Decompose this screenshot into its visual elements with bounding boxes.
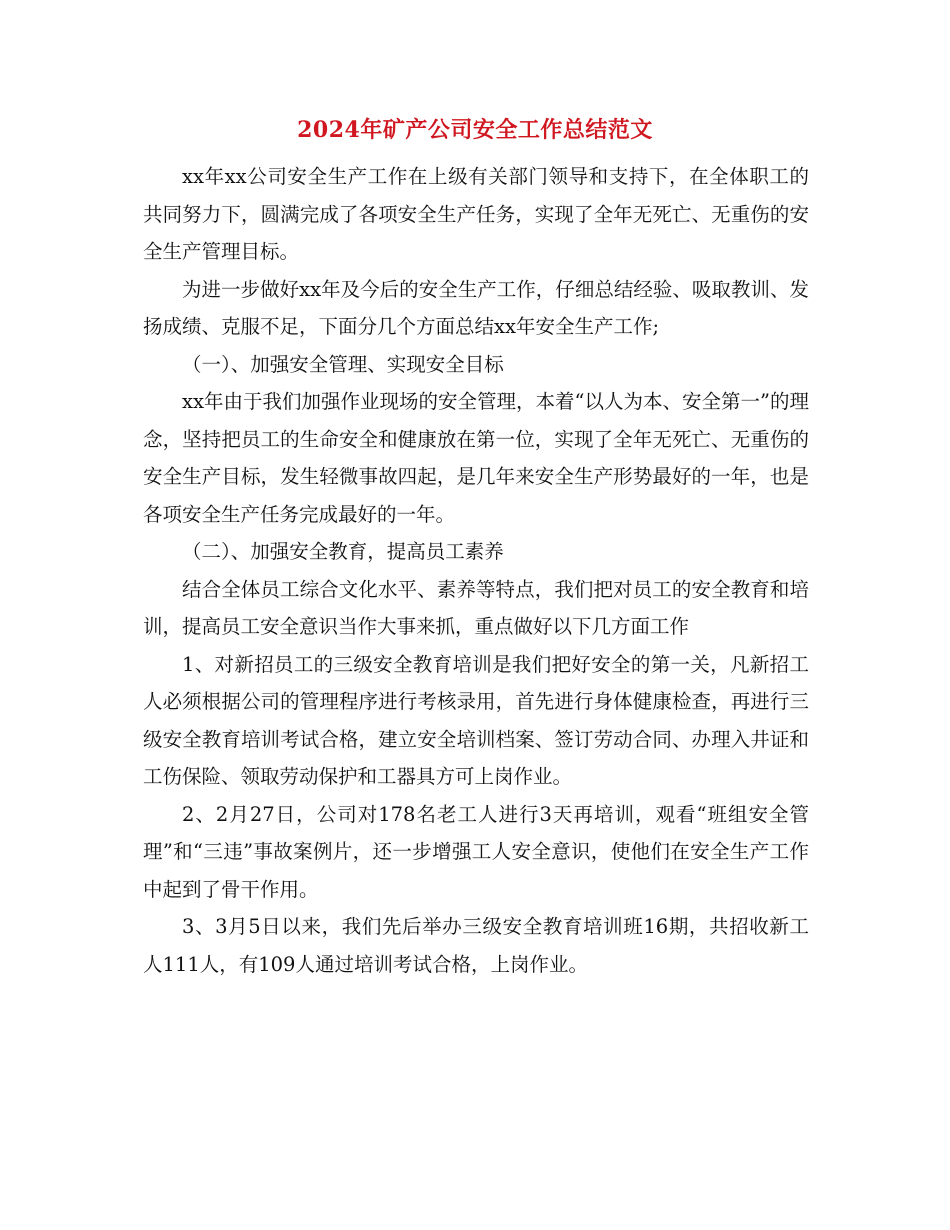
list-item-3: 3、3月5日以来，我们先后举办三级安全教育培训班16期，共招收新工人111人，有109人通过培训考试合格，上岗作业。 — [143, 915, 809, 976]
list-item-2: 2、2月27日，公司对178名老工人进行3天再培训，观看“班组安全管理”和“三违”事故案例片，还一步增强工人安全意识，使他们在安全生产工作中起到了骨干作用。 — [143, 802, 809, 901]
paragraph-intro: xx年xx公司安全生产工作在上级有关部门领导和支持下，在全体职工的共同努力下，圆满完成了各项安全生产任务，实现了全年无死亡、无重伤的安全生产管理目标。 — [143, 165, 809, 263]
list-item-1: 1、对新招员工的三级安全教育培训是我们把好安全的第一关，凡新招工人必须根据公司的管理程序进行考核录用，首先进行身体健康检查，再进行三级安全教育培训考试合格，建立安全培训档案、签订劳动合同、办理入井证和工伤保险、领取劳动保护和工器具方可上岗作业。 — [143, 652, 809, 788]
paragraph-purpose: 为进一步做好xx年及今后的安全生产工作，仔细总结经验、吸取教训、发扬成绩、克服不足，下面分几个方面总结xx年安全生产工作; — [143, 277, 809, 338]
document-title: 2024年矿产公司安全工作总结范文 — [297, 117, 653, 143]
section-heading-2: （二）、加强安全教育，提高员工素养 — [182, 540, 504, 563]
paragraph-section-1: xx年由于我们加强作业现场的安全管理，本着“以人为本、安全第一”的理念，坚持把员工的生命安全和健康放在第一位，实现了全年无死亡、无重伤的安全生产目标，发生轻微事故四起，是几年来安全生产形势最好的一年，也是各项安全生产任务完成最好的一年。 — [143, 390, 809, 526]
paragraph-section-2: 结合全体员工综合文化水平、素养等特点，我们把对员工的安全教育和培训，提高员工安全意识当作大事来抓，重点做好以下几方面工作 — [143, 577, 809, 638]
section-heading-1: （一）、加强安全管理、实现安全目标 — [182, 352, 504, 376]
document-body — [143, 158, 809, 983]
